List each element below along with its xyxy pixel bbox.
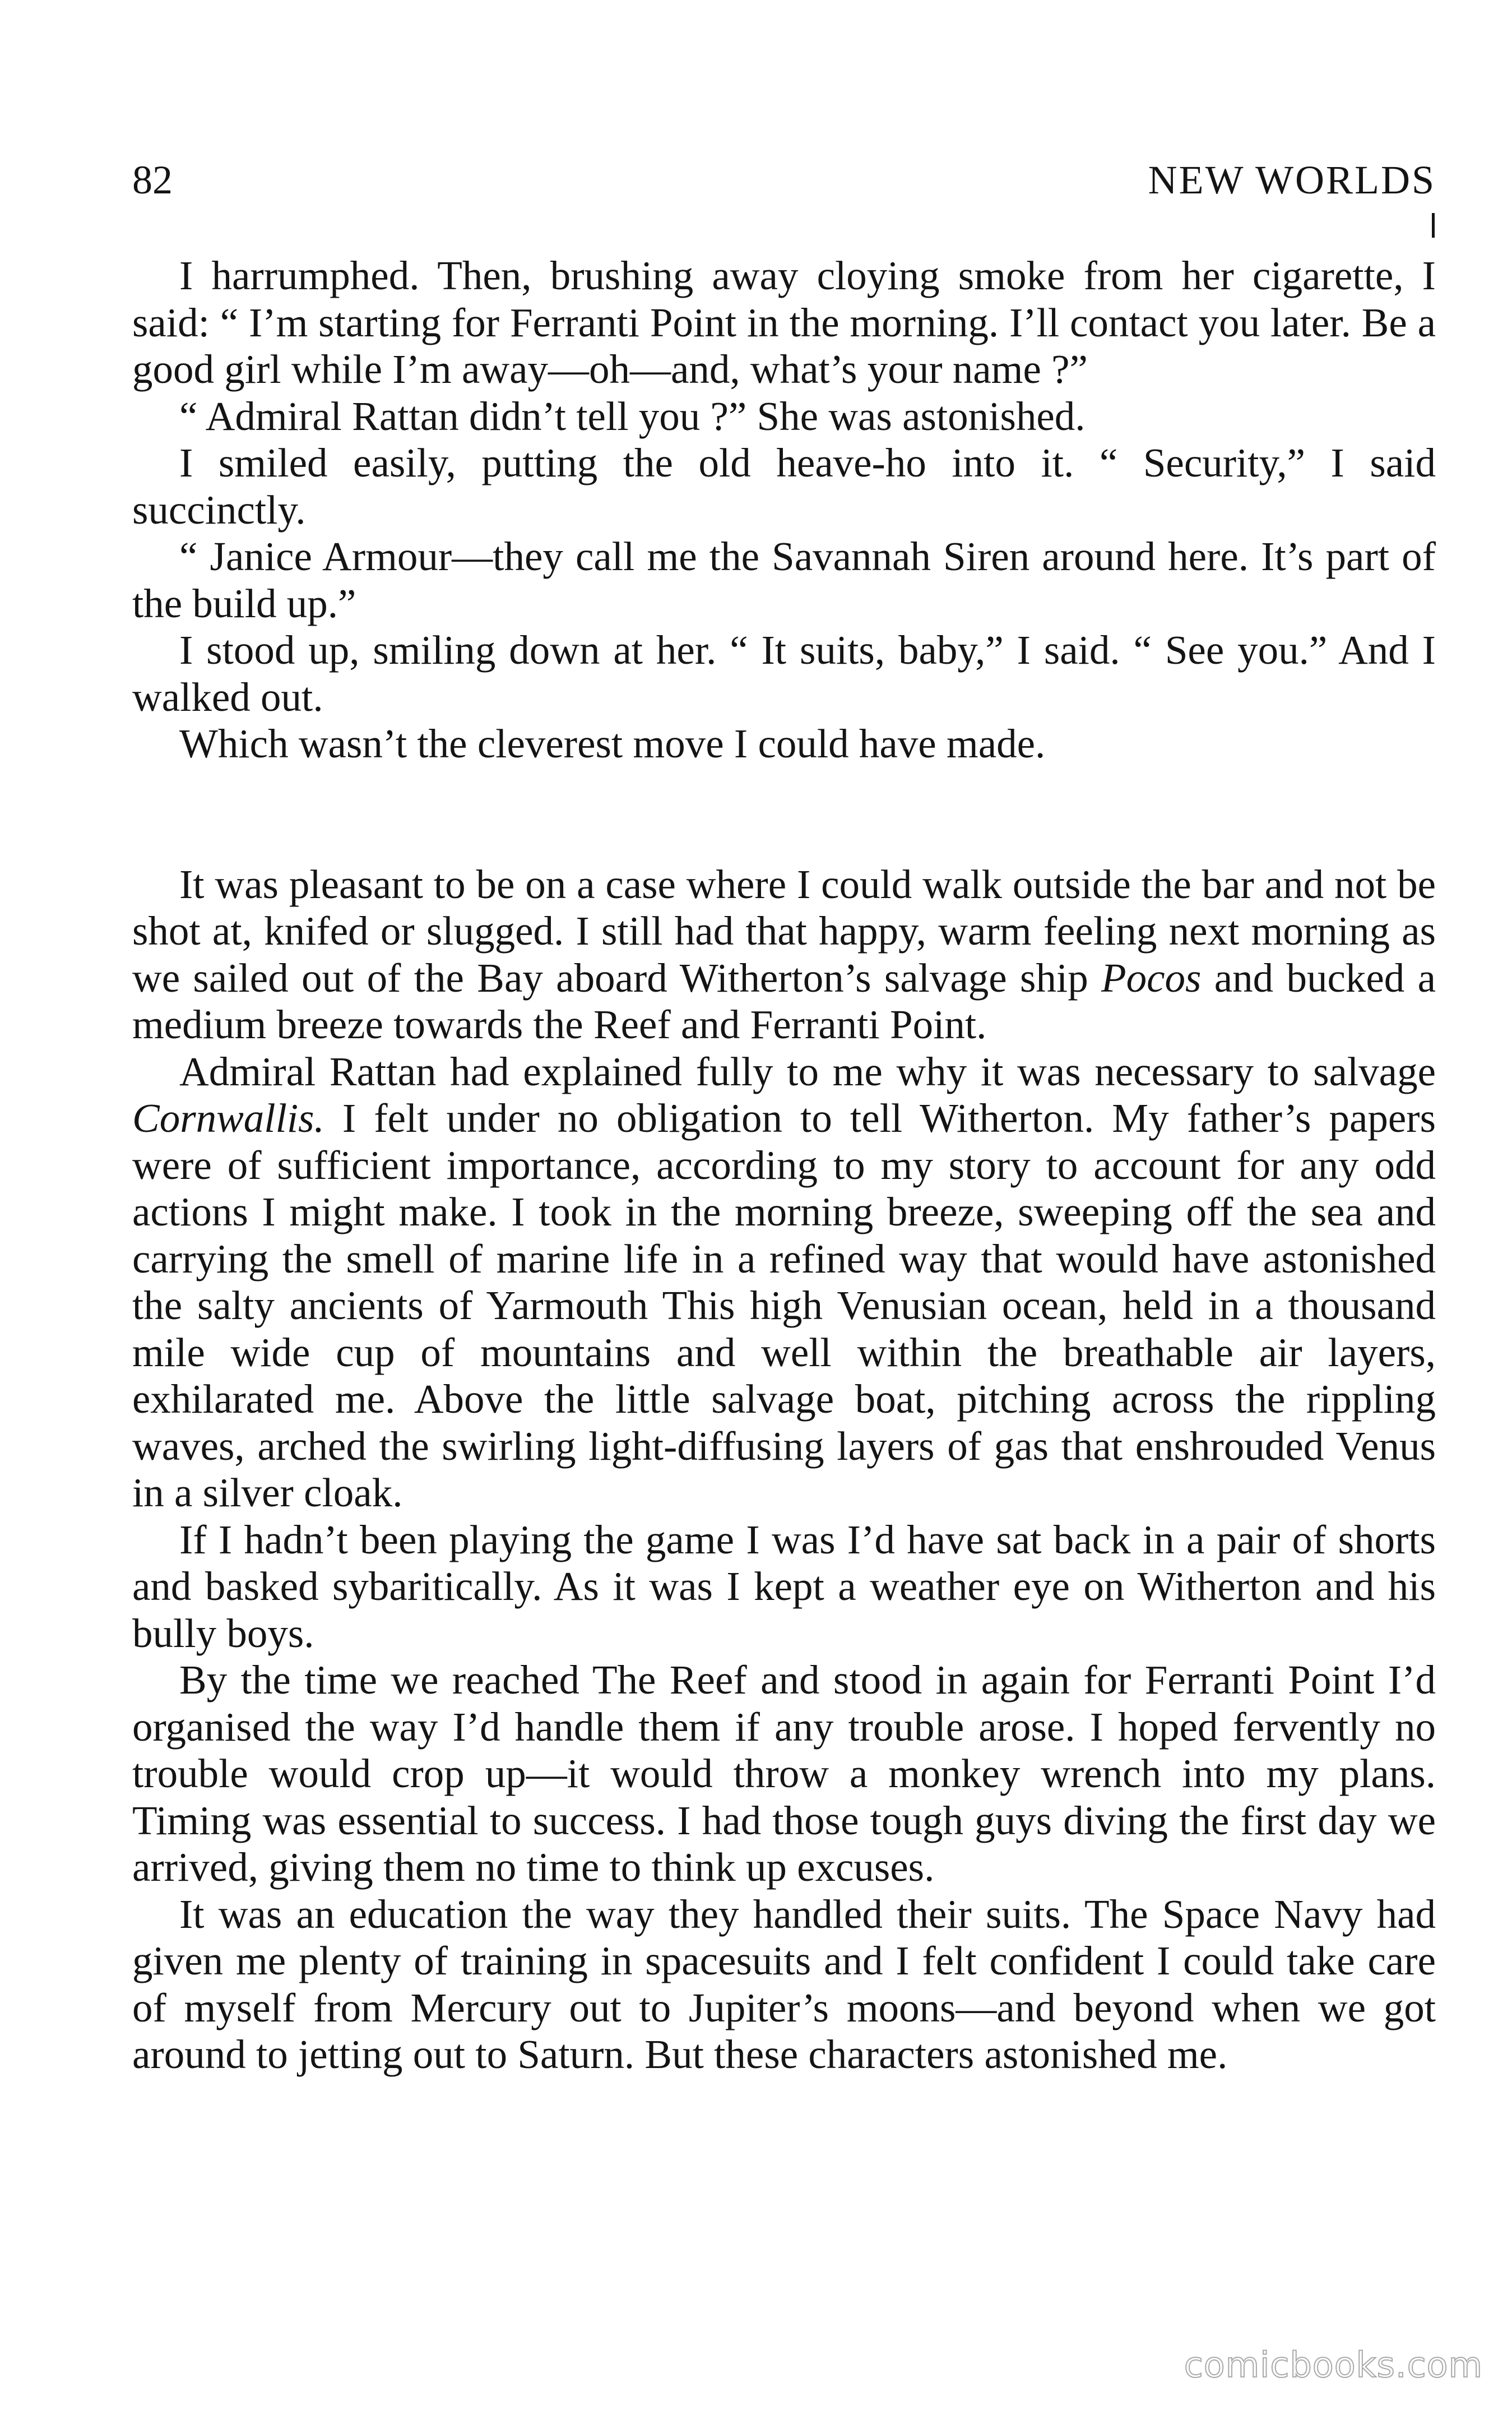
paragraph-text: It was pleasant to be on a case where I could walk outside the bar and not be shot at, knifed or slugged. I still had that happy, warm feeling next morning as we sailed out of the Bay aboard Witherton’s salvage ship (132, 861, 1436, 1001)
ship-name: Cornwallis. (132, 1095, 324, 1141)
paragraph (132, 1657, 1436, 1891)
paragraph-text: Admiral Rattan had explained fully to me why it was necessary to salvage (179, 1048, 1436, 1094)
paragraph-text: “ Admiral Rattan didn’t tell you ?” She was astonished. (179, 393, 1086, 439)
paragraph (132, 252, 1436, 393)
paragraph-text: I smiled easily, putting the old heave-ho into it. “ Security,” I said succinctly. (132, 440, 1436, 533)
running-head: NEW WORLDS (1148, 158, 1436, 202)
paragraph (132, 1516, 1436, 1657)
paragraph (132, 1048, 1436, 1516)
paragraph-text: If I hadn’t been playing the game I was I’d have sat back in a pair of shorts and basked sybaritically. As it was I kept a weather eye on Witherton and his bully boys. (132, 1516, 1436, 1656)
paragraph-text: I stood up, smiling down at her. “ It suits, baby,” I said. “ See you.” And I walked out. (132, 627, 1436, 720)
ship-name: Pocos (1101, 955, 1202, 1001)
paragraph (132, 1891, 1436, 2078)
paragraph-text: I harrumphed. Then, brushing away cloying smoke from her cigarette, I said: “ I’m starting for Ferranti Point in the morning. I’ll contact you later. Be a good girl while I’m away—oh—and, what’s your name ?” (132, 253, 1436, 392)
page-number: 82 (132, 158, 173, 202)
print-mark (1432, 213, 1435, 238)
paragraph (132, 627, 1436, 720)
paragraph-text: It was an education the way they handled their suits. The Space Navy had given me plenty of training in spacesuits and I felt confident I could take care of myself from Mercury out to Jupiter’s moons—and beyond when we got around to jetting out to Saturn. But these characters astonished me. (132, 1891, 1436, 2077)
paragraph (132, 861, 1436, 1048)
watermark: comicbooks.com (1184, 2344, 1483, 2385)
paragraph (132, 720, 1436, 767)
body-text (132, 252, 1436, 2078)
paragraph (132, 440, 1436, 533)
paragraph-text: “ Janice Armour—they call me the Savannah Siren around here. It’s part of the build up.” (132, 534, 1436, 626)
paragraph (132, 533, 1436, 627)
paragraph-text: and bucked a medium breeze towards the Reef and Ferranti Point. (132, 955, 1436, 1047)
page-header (132, 155, 1436, 205)
paragraph-text: Which wasn’t the cleverest move I could have made. (179, 721, 1046, 766)
paragraph-text: By the time we reached The Reef and stood in again for Ferranti Point I’d organised the way I’d handle them if any trouble arose. I hoped fervently no trouble would crop up—it would throw a monkey wrench into my plans. Timing was essential to success. I had those tough guys diving the first day we arrived, giving them no time to think up excuses. (132, 1657, 1436, 1890)
paragraph (132, 393, 1436, 440)
paragraph-text: I felt under no obligation to tell Witherton. My father’s papers were of sufficient importance, according to my story to account for any odd actions I might make. I took in the morning breeze, sweeping off the sea and carrying the smell of marine life in a refined way that would have astonished the salty ancients of Yarmouth This high Venusian ocean, held in a thousand mile wide cup of mountains and well within the breathable air layers, exhilarated me. Above the little salvage boat, pitching across the rippling waves, arched the swirling light-diffusing layers of gas that enshrouded Venus in a silver cloak. (132, 1095, 1436, 1515)
